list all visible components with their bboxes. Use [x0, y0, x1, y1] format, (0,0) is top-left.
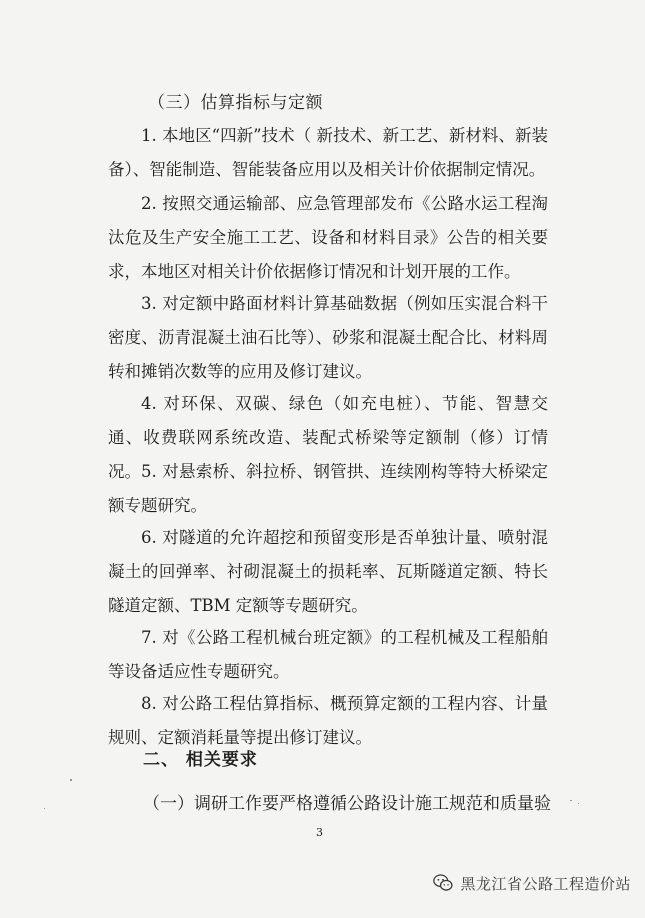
list-item-2: 2. 按照交通运输部、应急管理部发布《公路水运工程淘汰危及生产安全施工工艺、设备和材料目录》公告的相关要求，本地区对相关计价依据修订情况和计划开展的工作。 [108, 194, 548, 281]
watermark-text: 黑龙江省公路工程造价站 [460, 874, 631, 893]
scan-speck [44, 808, 45, 809]
continuation-line: （一）调研工作要严格遵循公路设计施工规范和质量验 [143, 794, 551, 814]
subsection-heading: （三）估算指标与定额 [148, 93, 323, 113]
wechat-icon [432, 872, 454, 894]
scan-speck [70, 779, 72, 781]
scan-speck [578, 803, 579, 804]
list-item-7: 7. 对《公路工程机械台班定额》的工程机械及工程船舶等设备适应性专题研究。 [108, 628, 548, 681]
list-item-4: 4. 对环保、双碳、绿色（如充电桩）、节能、智慧交通、收费联网系统改造、装配式桥梁等定额制（修）订情况。 [108, 394, 548, 481]
section-title: 二、 相关要求 [143, 750, 258, 770]
list-item-1: 1. 本地区“四新”技术（ 新技术、新工艺、新材料、新装备）、智能制造、智能装备应用以及相关计价依据制定情况。 [108, 126, 548, 179]
scan-speck [570, 800, 572, 801]
list-item-6: 6. 对隧道的允许超挖和预留变形是否单独计量、喷射混凝土的回弹率、衬砌混凝土的损耗率、瓦斯隧道定额、特长隧道定额、TBM 定额等专题研究。 [108, 528, 548, 615]
watermark [432, 872, 631, 894]
list-item-5: 5. 对悬索桥、斜拉桥、钢管拱、连续刚构等特大桥梁定额专题研究。 [108, 462, 548, 515]
list-item-8: 8. 对公路工程估算指标、概预算定额的工程内容、计量规则、定额消耗量等提出修订建议。 [108, 694, 548, 747]
list-item-3: 3. 对定额中路面材料计算基础数据（例如压实混合料干密度、沥青混凝土油石比等）、砂浆和混凝土配合比、材料周转和摊销次数等的应用及修订建议。 [108, 294, 548, 381]
page-number: 3 [316, 826, 323, 839]
